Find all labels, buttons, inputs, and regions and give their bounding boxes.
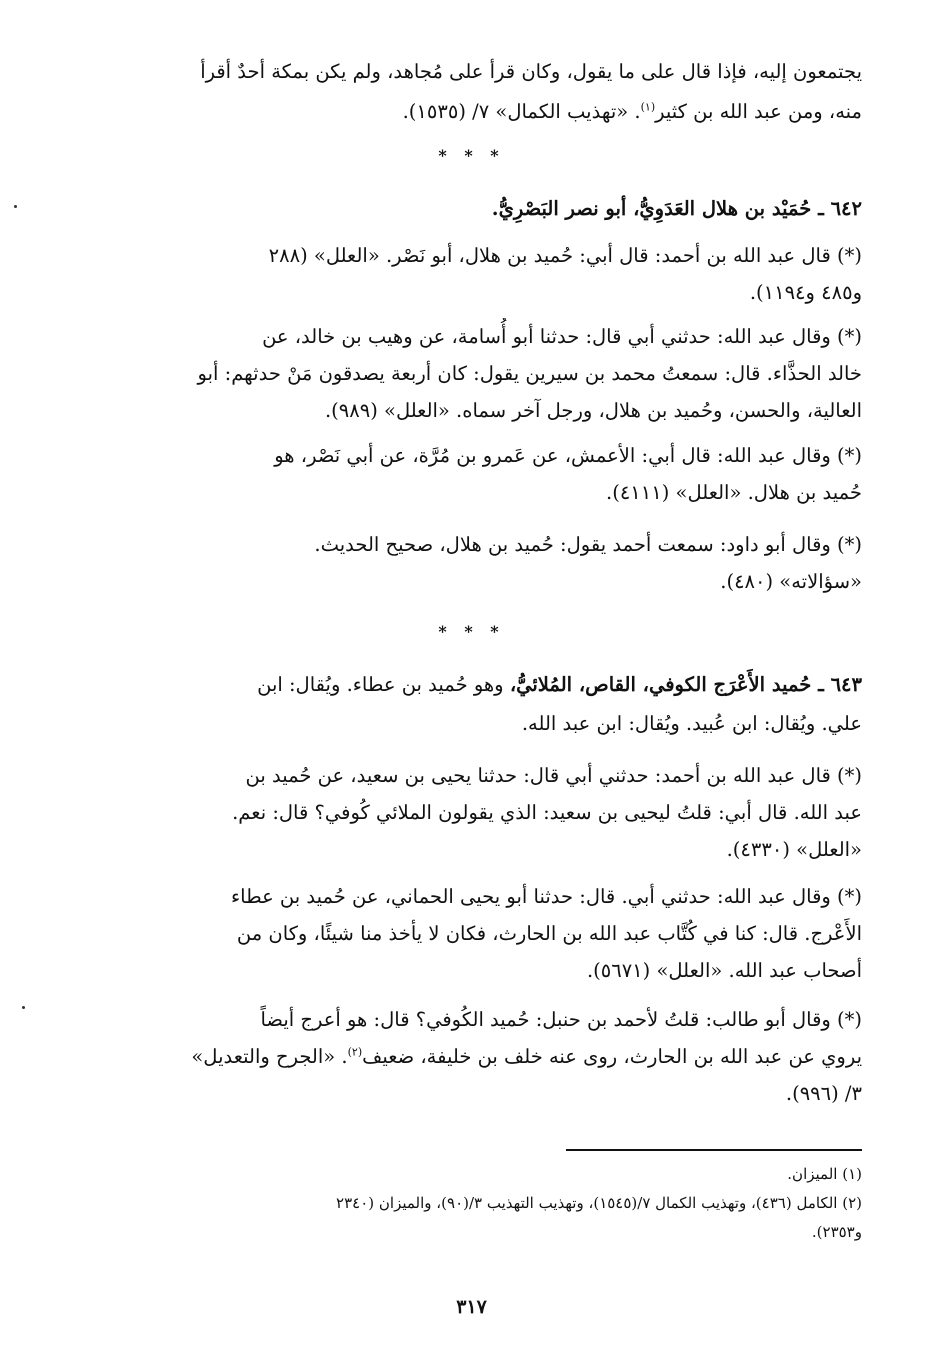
text-line: (*) قال عبد الله بن أحمد: قال أبي: حُميد بن هلال، أبو نَصْر. «العلل» (٢٨٨ bbox=[268, 244, 862, 267]
footnote-2-continued: و٢٣٥٣). bbox=[811, 1223, 862, 1241]
margin-mark bbox=[22, 1006, 25, 1009]
narration-paragraph bbox=[82, 437, 862, 511]
text-line: أصحاب عبد الله. «العلل» (٥٦٧١). bbox=[586, 959, 862, 982]
narration-paragraph bbox=[82, 318, 862, 429]
entry-title-rest: وهو حُميد بن عطاء. ويُقال: ابن bbox=[257, 673, 504, 696]
text-line: (*) وقال عبد الله: حدثني أبي قال: حدثنا أبو أُسامة، عن وهيب بن خالد، عن bbox=[262, 325, 862, 348]
text-line bbox=[82, 665, 862, 704]
entry-heading-643 bbox=[82, 665, 862, 743]
section-separator: * * * bbox=[438, 146, 505, 165]
footnote-1: (١) الميزان. bbox=[787, 1165, 862, 1183]
text-line: و٤٨٥ و١١٩٤). bbox=[749, 281, 862, 304]
footnote-marker: (١) bbox=[640, 100, 656, 114]
text-line: (*) وقال عبد الله: حدثني أبي. قال: حدثنا أبو يحيى الحماني، عن حُميد بن عطاء bbox=[230, 885, 862, 908]
entry-title: ٦٤٢ ـ حُمَيْد بن هلال العَدَوِيُّ، أبو نصر البَصْرِيُّ. bbox=[491, 197, 862, 220]
narration-paragraph bbox=[82, 878, 862, 989]
section-separator: * * * bbox=[438, 622, 505, 641]
margin-mark bbox=[14, 205, 17, 208]
text-line: العالية، والحسن، وحُميد بن هلال، ورجل آخر سماه. «العلل» (٩٨٩). bbox=[324, 399, 862, 422]
text-line: حُميد بن هلال. «العلل» (٤١١١). bbox=[606, 481, 862, 504]
footnote-2: (٢) الكامل (٤٣٦)، وتهذيب الكمال ٧/(١٥٤٥)، وتهذيب التهذيب ٣/(٩٠)، والميزان (٢٣٤٠ bbox=[336, 1194, 862, 1212]
footnote-marker: (٢) bbox=[347, 1045, 363, 1059]
paragraph-continuation bbox=[82, 52, 862, 132]
text-line: يجتمعون إليه، فإذا قال على ما يقول، وكان قرأ على مُجاهد، ولم يكن بمكة أحدٌ أقرأ bbox=[200, 60, 862, 83]
text-line: عبد الله. قال أبي: قلتُ ليحيى بن سعيد: الذي يقولون الملائي كُوفي؟ قال: نعم. bbox=[232, 801, 862, 824]
narration-paragraph bbox=[82, 237, 862, 311]
text-line: ٣/ (٩٩٦). bbox=[785, 1082, 862, 1105]
narration-paragraph bbox=[82, 757, 862, 868]
text-line: يروي عن عبد الله بن الحارث، روى عنه خلف بن خليفة، ضعيف$^{(٢)}$. «الجرح والتعديل» bbox=[191, 1045, 862, 1068]
narration-paragraph bbox=[82, 526, 862, 600]
text-line: علي. ويُقال: ابن عُبيد. ويُقال: ابن عبد الله. bbox=[521, 712, 862, 735]
entry-title: ٦٤٣ ـ حُميد الأَعْرَج الكوفي، القاص، المُلائيُّ، bbox=[509, 673, 862, 696]
text-line: (*) وقال أبو طالب: قلتُ لأحمد بن حنبل: حُميد الكُوفي؟ قال: هو أعرج أيضاً bbox=[260, 1008, 862, 1031]
text-line: (*) وقال أبو داود: سمعت أحمد يقول: حُميد بن هلال، صحيح الحديث. bbox=[314, 533, 862, 556]
text-line: «العلل» (٤٣٣٠). bbox=[726, 838, 862, 861]
text-line: (*) وقال عبد الله: قال أبي: الأعمش، عن عَمرو بن مُرَّة، عن أبي نَصْر، هو bbox=[274, 444, 862, 467]
entry-heading-642 bbox=[82, 189, 862, 228]
text-line: منه، ومن عبد الله بن كثير$^{(١)}$. «تهذيب الكمال» ٧/ (١٥٣٥). bbox=[402, 100, 862, 123]
text-line: «سؤالاته» (٤٨٠). bbox=[720, 570, 862, 593]
footnotes bbox=[82, 1160, 862, 1247]
text-line: الأَعْرج. قال: كنا في كُتَّاب عبد الله بن الحارث، فكان لا يأخذ منا شيئًا، وكان من bbox=[236, 922, 862, 945]
footnote-divider bbox=[566, 1149, 862, 1151]
page-number: ٣١٧ bbox=[456, 1296, 487, 1318]
text-line: خالد الحذَّاء. قال: سمعتُ محمد بن سيرين يقول: كان أربعة يصدقون مَنْ حدثهم: أبو bbox=[197, 362, 862, 385]
text-line: (*) قال عبد الله بن أحمد: حدثني أبي قال: حدثنا يحيى بن سعيد، عن حُميد بن bbox=[245, 764, 862, 787]
narration-paragraph bbox=[82, 1001, 862, 1112]
